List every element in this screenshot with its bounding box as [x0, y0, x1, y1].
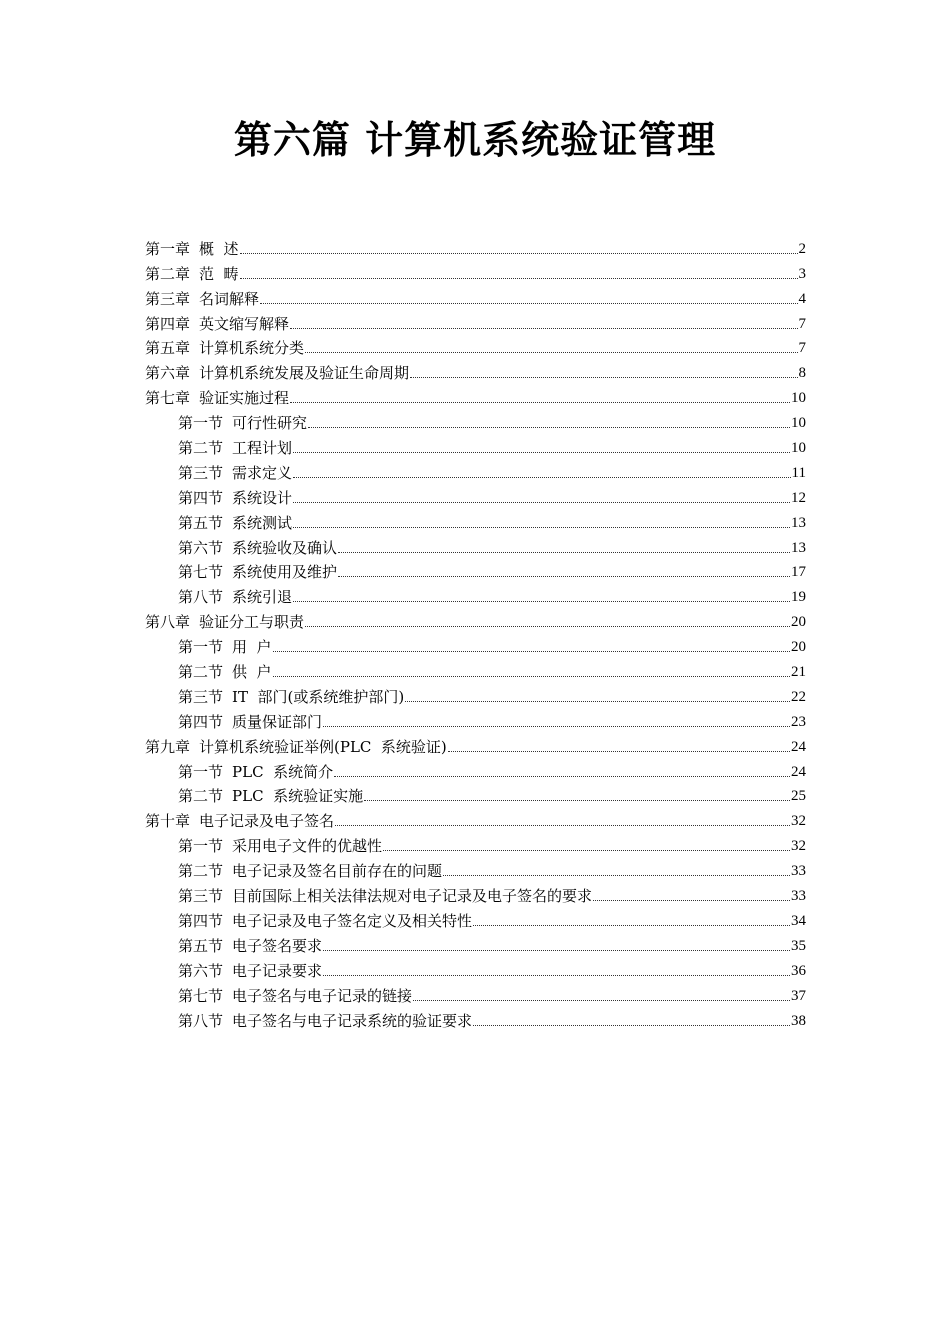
toc-entry-label [145, 363, 409, 383]
toc-entry-title: 英文缩写解释 [199, 314, 290, 333]
toc-section-entry[interactable] [145, 931, 806, 956]
toc-entry-title: 质量保证部门 [232, 712, 323, 731]
toc-section-entry[interactable] [145, 881, 806, 906]
toc-entry-number: 第七章 [145, 389, 191, 408]
toc-entry-number: 第一节 [178, 837, 224, 856]
toc-dot-leader [448, 751, 790, 752]
toc-dot-leader [335, 825, 790, 826]
toc-entry-title: 验证实施过程 [199, 389, 290, 408]
toc-entry-title: 系统验收及确认 [232, 538, 338, 557]
toc-section-entry[interactable] [145, 458, 806, 483]
toc-page-number: 22 [791, 688, 806, 705]
toc-entry-label [178, 961, 322, 981]
toc-entry-number: 第八节 [178, 1011, 224, 1030]
toc-page-number: 7 [798, 315, 806, 332]
toc-dot-leader [593, 900, 790, 901]
toc-entry-label [178, 886, 592, 906]
toc-section-entry[interactable] [145, 483, 806, 508]
toc-entry-number: 第三节 [178, 687, 224, 706]
toc-entry-number: 第六节 [178, 538, 224, 557]
toc-page-number: 20 [791, 614, 806, 631]
toc-page-number: 25 [791, 788, 806, 805]
table-of-contents [145, 234, 806, 1031]
toc-entry-label [178, 587, 292, 607]
toc-entry-title: 电子签名与电子记录的链接 [232, 986, 413, 1005]
toc-entry-label [178, 936, 322, 956]
toc-entry-title: 系统使用及维护 [232, 563, 338, 582]
toc-dot-leader [293, 477, 791, 478]
toc-section-entry[interactable] [145, 707, 806, 732]
toc-entry-title: 可行性研究 [232, 414, 308, 433]
toc-dot-leader [240, 278, 798, 279]
toc-entry-label [145, 811, 334, 831]
toc-chapter-entry[interactable] [145, 234, 806, 259]
toc-entry-title: 用 户 [232, 638, 272, 657]
toc-entry-label [178, 562, 337, 582]
toc-entry-label [178, 637, 272, 657]
toc-entry-number: 第一节 [178, 638, 224, 657]
toc-dot-leader [323, 950, 790, 951]
toc-entry-number: 第六节 [178, 961, 224, 980]
toc-entry-title: IT 部门(或系统维护部门) [232, 687, 405, 706]
toc-entry-number: 第八节 [178, 588, 224, 607]
toc-entry-number: 第二节 [178, 787, 224, 806]
toc-dot-leader [338, 576, 790, 577]
toc-entry-number: 第六章 [145, 364, 191, 383]
toc-entry-title: 电子记录及电子签名 [199, 812, 335, 831]
toc-entry-title: 验证分工与职责 [199, 613, 305, 632]
toc-entry-label [145, 338, 304, 358]
toc-dot-leader [240, 253, 798, 254]
toc-dot-leader [305, 626, 790, 627]
toc-entry-title: 计算机系统验证举例(PLC 系统验证) [199, 737, 447, 756]
toc-entry-title: 目前国际上相关法律法规对电子记录及电子签名的要求 [232, 887, 593, 906]
toc-chapter-entry[interactable] [145, 358, 806, 383]
toc-page-number: 36 [791, 962, 806, 979]
toc-entry-title: 电子签名与电子记录系统的验证要求 [232, 1011, 473, 1030]
toc-section-entry[interactable] [145, 956, 806, 981]
toc-page-number: 10 [791, 390, 806, 407]
toc-page-number: 10 [791, 440, 806, 457]
toc-page-number: 21 [791, 664, 806, 681]
toc-entry-title: 工程计划 [232, 439, 293, 458]
toc-entry-title: 电子记录要求 [232, 961, 323, 980]
toc-dot-leader [305, 352, 797, 353]
toc-entry-number: 第四节 [178, 712, 224, 731]
toc-section-entry[interactable] [145, 558, 806, 583]
toc-dot-leader [323, 726, 790, 727]
toc-chapter-entry[interactable] [145, 806, 806, 831]
toc-section-entry[interactable] [145, 682, 806, 707]
toc-entry-title: 名词解释 [199, 289, 260, 308]
toc-entry-label [178, 986, 412, 1006]
toc-chapter-entry[interactable] [145, 334, 806, 359]
toc-page-number: 4 [798, 290, 806, 307]
toc-section-entry[interactable] [145, 981, 806, 1006]
toc-page-number: 10 [791, 415, 806, 432]
toc-entry-number: 第三节 [178, 887, 224, 906]
toc-entry-number: 第四节 [178, 488, 224, 507]
toc-section-entry[interactable] [145, 408, 806, 433]
toc-dot-leader [383, 850, 790, 851]
toc-page-number: 12 [791, 489, 806, 506]
toc-entry-label [145, 612, 304, 632]
toc-dot-leader [290, 402, 790, 403]
toc-section-entry[interactable] [145, 757, 806, 782]
toc-chapter-entry[interactable] [145, 284, 806, 309]
toc-entry-label [178, 438, 292, 458]
toc-chapter-entry[interactable] [145, 309, 806, 334]
toc-entry-number: 第七节 [178, 986, 224, 1005]
toc-dot-leader [293, 452, 790, 453]
toc-page-number: 33 [791, 863, 806, 880]
toc-chapter-entry[interactable] [145, 732, 806, 757]
toc-entry-label [145, 314, 289, 334]
toc-entry-number: 第二节 [178, 862, 224, 881]
toc-entry-number: 第一节 [178, 762, 224, 781]
toc-dot-leader [273, 651, 790, 652]
toc-dot-leader [413, 1000, 790, 1001]
toc-entry-number: 第一节 [178, 414, 224, 433]
toc-section-entry[interactable] [145, 856, 806, 881]
toc-entry-label [178, 538, 337, 558]
toc-entry-label [178, 513, 292, 533]
toc-chapter-entry[interactable] [145, 607, 806, 632]
toc-page-number: 2 [798, 240, 806, 257]
toc-page-number: 32 [791, 813, 806, 830]
toc-entry-title: PLC 系统简介 [232, 762, 334, 781]
toc-dot-leader [308, 427, 790, 428]
toc-dot-leader [443, 875, 790, 876]
toc-page-number: 38 [791, 1012, 806, 1029]
toc-entry-label [178, 662, 272, 682]
toc-entry-title: 电子记录及电子签名定义及相关特性 [232, 911, 473, 930]
toc-section-entry[interactable] [145, 906, 806, 931]
toc-entry-number: 第十章 [145, 812, 191, 831]
toc-entry-number: 第四节 [178, 911, 224, 930]
toc-section-entry[interactable] [145, 782, 806, 807]
toc-page-number: 13 [791, 514, 806, 531]
toc-entry-label [178, 712, 322, 732]
toc-entry-label [145, 737, 447, 757]
toc-entry-label [178, 786, 363, 806]
toc-dot-leader [473, 925, 790, 926]
toc-entry-number: 第一章 [145, 239, 191, 258]
toc-section-entry[interactable] [145, 433, 806, 458]
toc-dot-leader [364, 800, 790, 801]
toc-dot-leader [273, 676, 790, 677]
toc-entry-title: 概 述 [199, 239, 239, 258]
toc-page-number: 19 [791, 589, 806, 606]
toc-entry-label [145, 239, 239, 259]
toc-page-number: 20 [791, 639, 806, 656]
toc-entry-title: 采用电子文件的优越性 [232, 837, 383, 856]
toc-page-number: 33 [791, 888, 806, 905]
toc-entry-label [178, 413, 307, 433]
toc-entry-label [178, 762, 333, 782]
toc-page-number: 34 [791, 912, 806, 929]
toc-dot-leader [293, 527, 790, 528]
toc-entry-title: 系统测试 [232, 513, 293, 532]
toc-entry-title: 电子记录及签名目前存在的问题 [232, 862, 443, 881]
toc-entry-number: 第五节 [178, 513, 224, 532]
toc-entry-label [145, 264, 239, 284]
toc-entry-title: 计算机系统发展及验证生命周期 [199, 364, 410, 383]
toc-entry-title: 系统设计 [232, 488, 293, 507]
toc-entry-label [178, 463, 292, 483]
toc-page-number: 35 [791, 937, 806, 954]
toc-page-number: 11 [791, 464, 806, 481]
toc-dot-leader [260, 303, 797, 304]
toc-dot-leader [323, 975, 790, 976]
toc-entry-title: 系统引退 [232, 588, 293, 607]
toc-section-entry[interactable] [145, 582, 806, 607]
toc-dot-leader [293, 601, 790, 602]
toc-entry-number: 第二章 [145, 264, 191, 283]
toc-dot-leader [410, 377, 797, 378]
toc-entry-number: 第五节 [178, 936, 224, 955]
toc-dot-leader [338, 552, 790, 553]
toc-entry-title: 电子签名要求 [232, 936, 323, 955]
toc-entry-title: 计算机系统分类 [199, 339, 305, 358]
toc-entry-label [178, 488, 292, 508]
toc-entry-number: 第四章 [145, 314, 191, 333]
toc-entry-number: 第五章 [145, 339, 191, 358]
toc-page-number: 23 [791, 713, 806, 730]
toc-page-number: 24 [791, 763, 806, 780]
toc-entry-number: 第八章 [145, 613, 191, 632]
toc-section-entry[interactable] [145, 632, 806, 657]
toc-entry-label [145, 289, 259, 309]
toc-dot-leader [473, 1025, 790, 1026]
toc-page-number: 24 [791, 738, 806, 755]
toc-chapter-entry[interactable] [145, 383, 806, 408]
toc-dot-leader [405, 701, 790, 702]
toc-chapter-entry[interactable] [145, 259, 806, 284]
toc-entry-number: 第二节 [178, 439, 224, 458]
toc-entry-number: 第二节 [178, 663, 224, 682]
toc-entry-title: PLC 系统验证实施 [232, 787, 364, 806]
toc-page-number: 32 [791, 838, 806, 855]
toc-dot-leader [290, 328, 797, 329]
toc-entry-label [178, 836, 382, 856]
toc-entry-number: 第九章 [145, 737, 191, 756]
toc-entry-number: 第七节 [178, 563, 224, 582]
toc-entry-label [178, 911, 472, 931]
toc-page-number: 17 [791, 564, 806, 581]
toc-entry-title: 需求定义 [232, 463, 293, 482]
toc-page-number: 7 [798, 340, 806, 357]
toc-page-number: 8 [798, 365, 806, 382]
toc-entry-number: 第三节 [178, 463, 224, 482]
toc-section-entry[interactable] [145, 508, 806, 533]
toc-entry-title: 范 畴 [199, 264, 239, 283]
toc-entry-label [145, 388, 289, 408]
toc-section-entry[interactable] [145, 657, 806, 682]
toc-entry-number: 第三章 [145, 289, 191, 308]
page-title: 第六篇 计算机系统验证管理 [233, 118, 717, 162]
toc-page-number: 37 [791, 987, 806, 1004]
toc-entry-title: 供 户 [232, 663, 272, 682]
toc-entry-label [178, 861, 442, 881]
toc-section-entry[interactable] [145, 831, 806, 856]
toc-entry-label [178, 687, 404, 707]
toc-dot-leader [293, 502, 790, 503]
toc-page-number: 13 [791, 539, 806, 556]
toc-page-number: 3 [798, 265, 806, 282]
toc-section-entry[interactable] [145, 533, 806, 558]
toc-entry-label [178, 1011, 472, 1031]
toc-section-entry[interactable] [145, 1006, 806, 1031]
toc-dot-leader [334, 776, 790, 777]
